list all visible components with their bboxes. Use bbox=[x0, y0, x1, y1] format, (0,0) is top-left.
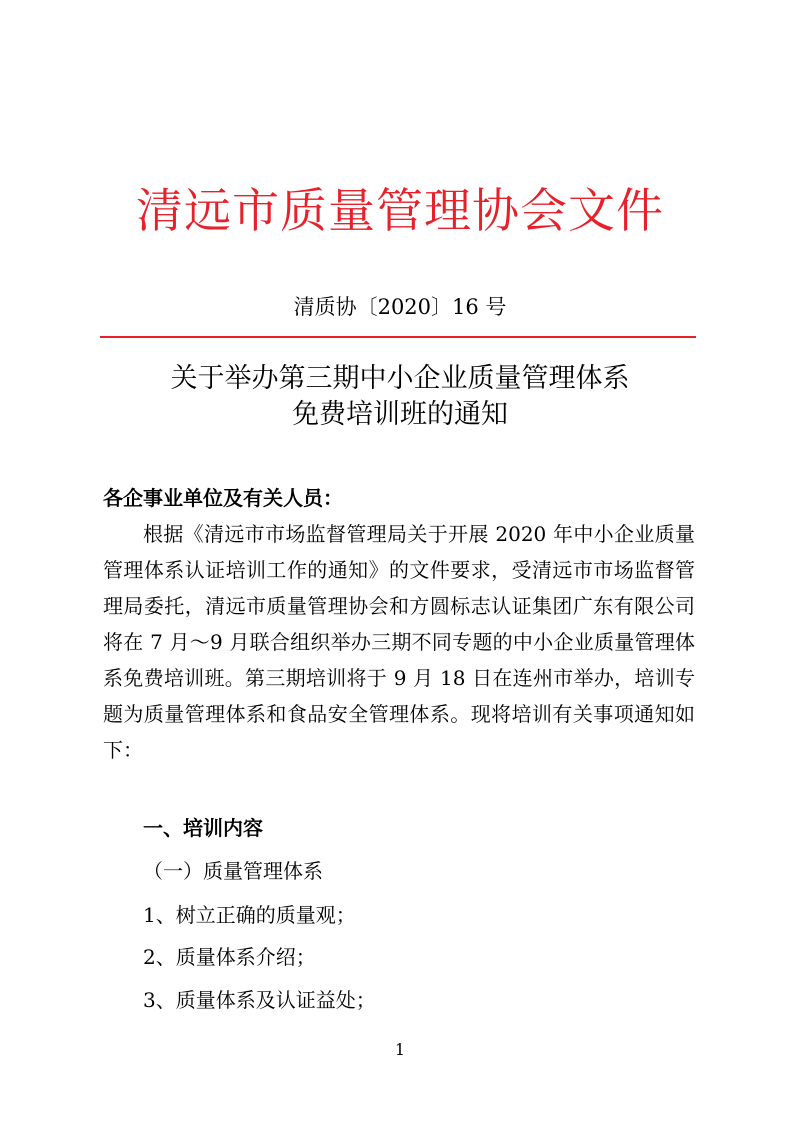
notice-subject bbox=[0, 361, 800, 433]
red-divider-line bbox=[100, 336, 696, 338]
salutation: 各企事业单位及有关人员： bbox=[103, 486, 343, 510]
document-number: 清质协〔2020〕16 号 bbox=[293, 295, 507, 319]
subject-line-1: 关于举办第三期中小企业质量管理体系 bbox=[170, 363, 630, 394]
section-heading: 一、培训内容 bbox=[143, 816, 263, 840]
document-header-title: 清远市质量管理协会文件 bbox=[136, 184, 664, 239]
list-item: 1、树立正确的质量观； bbox=[143, 903, 356, 927]
page-number: 1 bbox=[394, 1040, 406, 1059]
list-item: 3、质量体系及认证益处； bbox=[143, 988, 376, 1012]
body-paragraph: 根据《清远市市场监督管理局关于开展 2020 年中小企业质量管理体系认证培训工作的通知》的文件要求，受清远市市场监督管理局委托，清远市质量管理协会和方圆标志认证集团广东有限公司将在 7 月～9 月联合组织举办三期不同专题的中小企业质量管理体系免费培训班。第三期培训将于 9 月 18 日在连州市举办，培训专题为质量管理体系和食品安全管理体系。现将培训有关事项通知如下： bbox=[103, 522, 695, 762]
subsection-heading: （一）质量管理体系 bbox=[143, 859, 323, 883]
list-item: 2、质量体系介绍； bbox=[143, 945, 316, 969]
subject-line-2: 免费培训班的通知 bbox=[292, 399, 508, 430]
